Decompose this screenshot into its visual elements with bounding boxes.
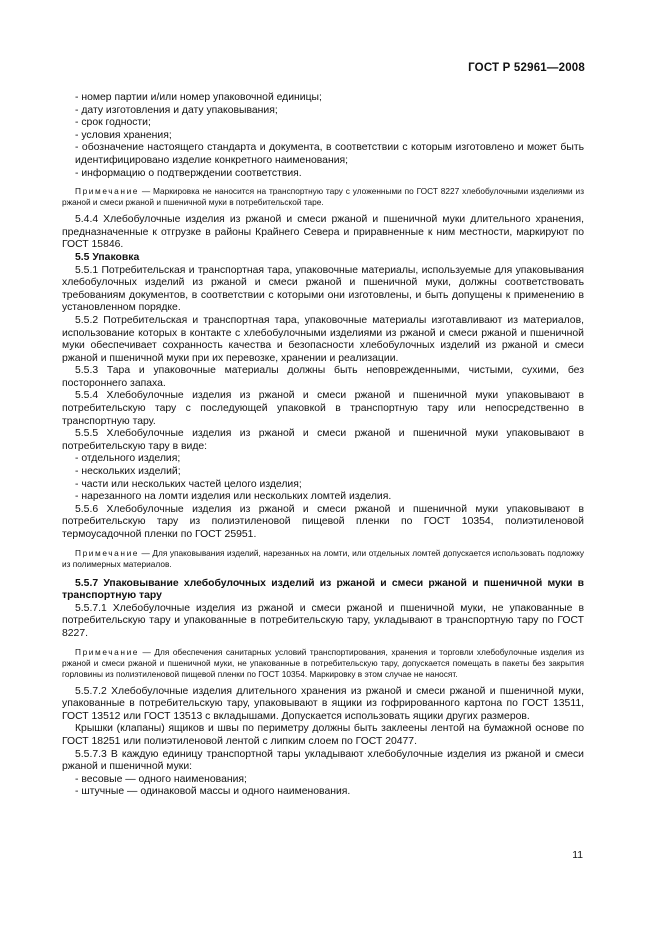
list-item: - дату изготовления и дату упаковывания; bbox=[75, 104, 278, 116]
paragraph-5-5-3: 5.5.3 Тара и упаковочные материалы должны быть неповрежденными, чистыми, сухими, без постороннего запаха. bbox=[62, 365, 584, 389]
note-label: Примечание bbox=[75, 186, 140, 197]
list-item: - нескольких изделий; bbox=[75, 466, 181, 478]
paragraph-5-5-7-2: 5.5.7.2 Хлебобулочные изделия длительного хранения из ржаной и смеси ржаной и пшеничной муки, упакованные в потребительскую тару, упаковывают в ящики из гофрированного картона по ГОСТ 13511, ГОСТ 13512 или ГОСТ 13513 с вкладышами. Допускается использовать ящики других размеров. bbox=[62, 685, 584, 722]
list-item: - весовые — одного наименования; bbox=[75, 773, 247, 785]
note-text: — Для упаковывания изделий, нарезанных на ломти, или отдельных ломтей допускается использовать подложку из полимерных материалов. bbox=[62, 547, 584, 569]
paragraph-5-5-6: 5.5.6 Хлебобулочные изделия из ржаной и смеси ржаной и пшеничной муки упаковывают в потребительскую тару из полиэтиленовой пищевой пленки по ГОСТ 10354, полиэтиленовой термоусадочной пленки по ГОСТ 25951. bbox=[62, 503, 584, 540]
paragraph-5-5-5: 5.5.5 Хлебобулочные изделия из ржаной и смеси ржаной и пшеничной муки упаковывают в потребительскую тару в виде: bbox=[62, 428, 584, 452]
list-item: - информацию о подтверждении соответствия. bbox=[75, 167, 302, 179]
list-item: - части или нескольких частей целого изделия; bbox=[75, 478, 302, 490]
document-body bbox=[62, 92, 584, 799]
list-item: - обозначение настоящего стандарта и документа, в соответствии с которым изготовлено и может быть идентифицировано изделие конкретного наименования; bbox=[75, 142, 584, 166]
list-item: - условия хранения; bbox=[75, 129, 172, 141]
page-number: 11 bbox=[572, 850, 583, 861]
list-item: - срок годности; bbox=[75, 117, 151, 129]
note-marking bbox=[62, 186, 584, 208]
list-item: - номер партии и/или номер упаковочной единицы; bbox=[75, 92, 322, 103]
note-sliced bbox=[62, 548, 584, 570]
paragraph-5-5-4: 5.5.4 Хлебобулочные изделия из ржаной и смеси ржаной и пшеничной муки упаковывают в потребительскую тару с последующей упаковкой в транспортную тару или непосредственно в транспортную тару. bbox=[62, 390, 584, 427]
paragraph-5-5-1: 5.5.1 Потребительская и транспортная тара, упаковочные материалы, используемые для упаковывания хлебобулочных изделий из ржаной и смеси ржаной и пшеничной муки, должны соответствовать требованиям документов, в соответствии с которыми они изготовлены, и быть допущены к применению в установленном порядке. bbox=[62, 264, 584, 314]
note-text: — Для обеспечения санитарных условий транспортирования, хранения и торговли хлебобулочные изделия из ржаной и смеси ржаной и пшеничной муки, не упакованные в потребительскую тару, допускается помещать в пакеты без закрытия горловины из полиэтиленовой пищевой пленки по ГОСТ 10354. Маркировку в этом случае не наносят. bbox=[62, 646, 584, 679]
list-item: - штучные — одинаковой массы и одного наименования. bbox=[75, 786, 351, 798]
note-text: — Маркировка не наносится на транспортную тару с уложенными по ГОСТ 8227 хлебобулочными изделиями из ржаной и смеси ржаной и пшеничной муки в потребительской таре. bbox=[62, 186, 584, 208]
list-item: - нарезанного на ломти изделия или нескольких ломтей изделия. bbox=[75, 491, 392, 503]
note-label: Примечание bbox=[75, 547, 140, 558]
document-header: ГОСТ Р 52961—2008 bbox=[468, 62, 585, 74]
note-sanitary bbox=[62, 647, 584, 680]
paragraph-5-5-7-1: 5.5.7.1 Хлебобулочные изделия из ржаной и смеси ржаной и пшеничной муки, не упакованные в потребительскую тару и упакованные в потребительскую тару, укладывают в транспортную тару по ГОСТ 8227. bbox=[62, 602, 584, 639]
section-heading-5-5-7: 5.5.7 Упаковывание хлебобулочных изделий из ржаной и смеси ржаной и пшеничной муки в транспортную тару bbox=[62, 577, 584, 602]
paragraph-5-5-2: 5.5.2 Потребительская и транспортная тара, упаковочные материалы изготавливают из материалов, использование которых в контакте с хлебобулочными изделиями из ржаной и смеси ржаной и пшеничной муки обеспечивает сохранность качества и безопасности хлебобулочных изделий из ржаной и смеси ржаной и пшеничной муки при их перевозке, хранении и реализации. bbox=[62, 314, 584, 364]
paragraph-5-5-7-3: 5.5.7.3 В каждую единицу транспортной тары укладывают хлебобулочные изделия из ржаной и смеси ржаной и пшеничной муки: bbox=[62, 748, 584, 773]
note-label: Примечание bbox=[75, 646, 140, 657]
section-heading-5-5: 5.5 Упаковка bbox=[75, 251, 140, 263]
paragraph-lids: Крышки (клапаны) ящиков и швы по периметру должны быть заклеены лентой на бумажной основе по ГОСТ 18251 или полиэтиленовой лентой с липким слоем по ГОСТ 20477. bbox=[62, 723, 584, 747]
list-item: - отдельного изделия; bbox=[75, 453, 181, 465]
paragraph-5-4-4: 5.4.4 Хлебобулочные изделия из ржаной и смеси ржаной и пшеничной муки длительного хранения, предназначенные к отгрузке в районы Крайнего Севера и приравненные к ним местности, маркируют по ГОСТ 15846. bbox=[62, 214, 584, 251]
